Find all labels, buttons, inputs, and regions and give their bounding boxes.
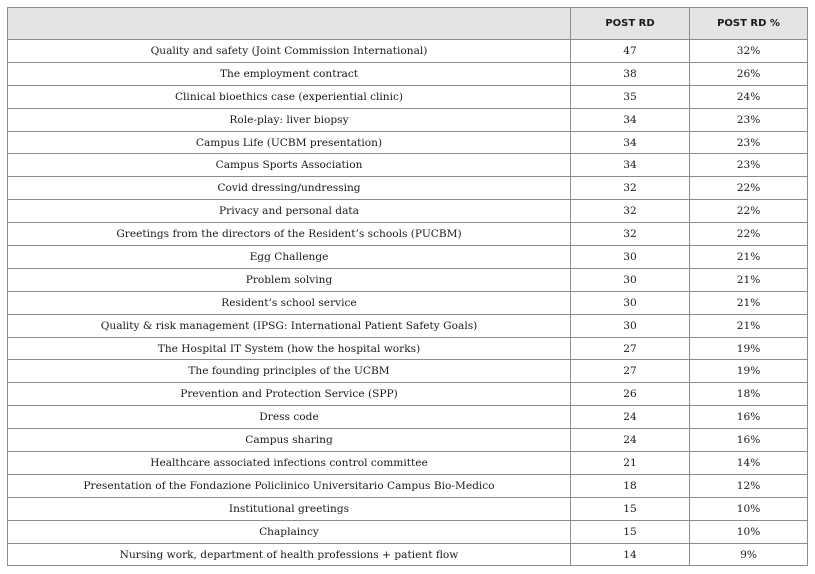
cell-post-rd-percent: 10% [690,497,808,520]
table-row [8,497,808,520]
cell-activity-label: Clinical bioethics case (experiential clinic) [8,85,571,108]
cell-activity-label: Role-play: liver biopsy [8,108,571,131]
table-row [8,131,808,154]
cell-post-rd-percent: 21% [690,268,808,291]
table-row [8,200,808,223]
header-cell-activity [8,8,571,40]
cell-activity-label: Problem solving [8,268,571,291]
cell-post-rd-value: 24 [571,429,690,452]
cell-activity-label: Presentation of the Fondazione Policlinico Universitario Campus Bio-Medico [8,474,571,497]
cell-activity-label: Institutional greetings [8,497,571,520]
table-row [8,268,808,291]
table-row [8,108,808,131]
cell-post-rd-percent: 16% [690,429,808,452]
cell-post-rd-percent: 9% [690,543,808,566]
cell-post-rd-value: 34 [571,131,690,154]
cell-post-rd-percent: 18% [690,383,808,406]
cell-post-rd-value: 18 [571,474,690,497]
table-row [8,474,808,497]
cell-post-rd-percent: 14% [690,452,808,475]
cell-post-rd-percent: 12% [690,474,808,497]
header-cell-post-rd: POST RD [571,8,690,40]
cell-activity-label: The employment contract [8,62,571,85]
cell-post-rd-value: 15 [571,497,690,520]
table-row [8,223,808,246]
table-body [8,40,808,566]
table-row [8,383,808,406]
cell-activity-label: Resident’s school service [8,291,571,314]
cell-post-rd-value: 27 [571,337,690,360]
cell-activity-label: Campus sharing [8,429,571,452]
data-table [7,7,808,566]
cell-post-rd-percent: 24% [690,85,808,108]
table-row [8,62,808,85]
cell-post-rd-value: 30 [571,291,690,314]
cell-post-rd-percent: 19% [690,360,808,383]
cell-activity-label: Egg Challenge [8,246,571,269]
table-row [8,337,808,360]
table-header [8,8,808,40]
cell-post-rd-value: 32 [571,223,690,246]
cell-post-rd-percent: 23% [690,154,808,177]
cell-activity-label: Campus Sports Association [8,154,571,177]
cell-post-rd-value: 32 [571,200,690,223]
cell-activity-label: Greetings from the directors of the Resident’s schools (PUCBM) [8,223,571,246]
cell-post-rd-value: 34 [571,154,690,177]
cell-post-rd-percent: 23% [690,131,808,154]
table-row [8,246,808,269]
table-row [8,291,808,314]
cell-activity-label: Privacy and personal data [8,200,571,223]
table-row [8,40,808,63]
cell-post-rd-percent: 21% [690,291,808,314]
table-row [8,314,808,337]
cell-post-rd-percent: 32% [690,40,808,63]
cell-activity-label: Quality and safety (Joint Commission International) [8,40,571,63]
cell-post-rd-value: 24 [571,406,690,429]
data-table-container [7,7,807,566]
cell-post-rd-percent: 19% [690,337,808,360]
cell-activity-label: Chaplaincy [8,520,571,543]
table-row [8,406,808,429]
cell-post-rd-value: 34 [571,108,690,131]
cell-post-rd-value: 47 [571,40,690,63]
cell-post-rd-value: 30 [571,314,690,337]
cell-post-rd-value: 14 [571,543,690,566]
cell-post-rd-value: 32 [571,177,690,200]
cell-post-rd-value: 35 [571,85,690,108]
cell-post-rd-percent: 21% [690,246,808,269]
cell-activity-label: The founding principles of the UCBM [8,360,571,383]
cell-activity-label: Dress code [8,406,571,429]
table-row [8,543,808,566]
cell-activity-label: Quality & risk management (IPSG: International Patient Safety Goals) [8,314,571,337]
cell-post-rd-percent: 10% [690,520,808,543]
cell-post-rd-value: 27 [571,360,690,383]
cell-activity-label: Healthcare associated infections control committee [8,452,571,475]
cell-post-rd-percent: 16% [690,406,808,429]
cell-activity-label: Nursing work, department of health professions + patient flow [8,543,571,566]
cell-post-rd-percent: 26% [690,62,808,85]
cell-post-rd-percent: 21% [690,314,808,337]
table-row [8,154,808,177]
table-row [8,452,808,475]
cell-post-rd-value: 30 [571,246,690,269]
table-row [8,429,808,452]
cell-activity-label: Covid dressing/undressing [8,177,571,200]
cell-post-rd-percent: 22% [690,200,808,223]
cell-activity-label: Campus Life (UCBM presentation) [8,131,571,154]
cell-post-rd-percent: 22% [690,177,808,200]
cell-post-rd-value: 26 [571,383,690,406]
table-row [8,520,808,543]
cell-post-rd-percent: 22% [690,223,808,246]
cell-post-rd-value: 38 [571,62,690,85]
header-cell-post-rd-pct: POST RD % [690,8,808,40]
cell-post-rd-percent: 23% [690,108,808,131]
cell-activity-label: Prevention and Protection Service (SPP) [8,383,571,406]
cell-post-rd-value: 15 [571,520,690,543]
cell-post-rd-value: 30 [571,268,690,291]
cell-activity-label: The Hospital IT System (how the hospital works) [8,337,571,360]
table-row [8,360,808,383]
table-row [8,177,808,200]
table-row [8,85,808,108]
cell-post-rd-value: 21 [571,452,690,475]
header-row [8,8,808,40]
